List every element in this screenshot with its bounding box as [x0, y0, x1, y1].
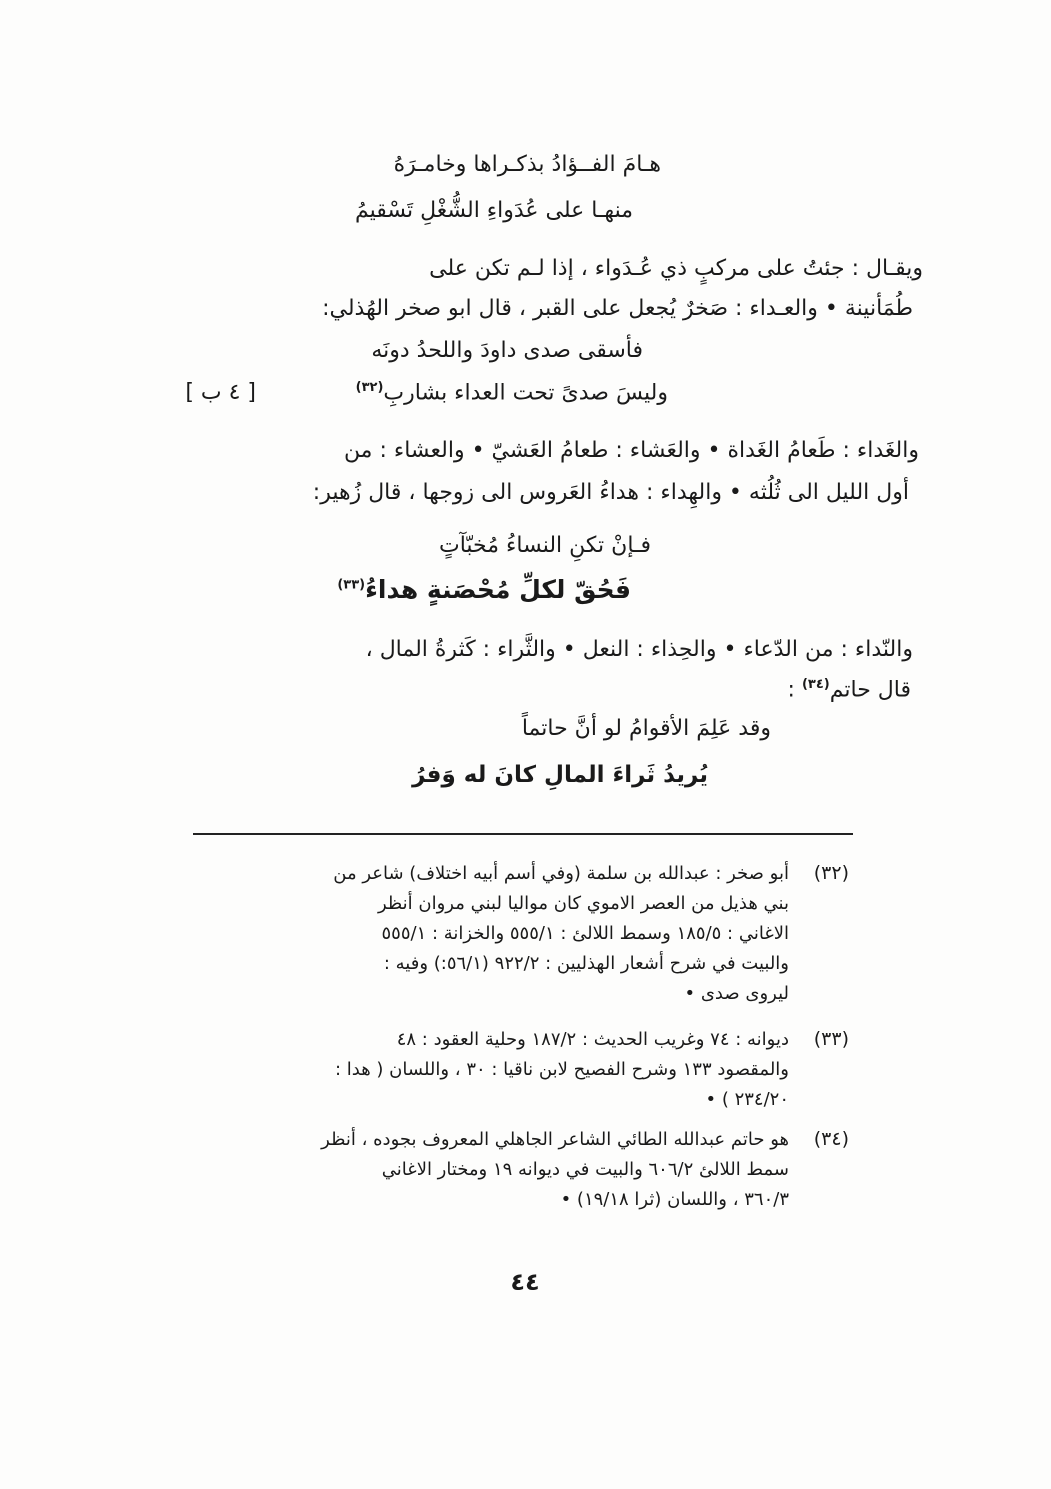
prose-1-line-2: طُمَأنينة • والعـداء : صَخرٌ يُجعل على القبر ، قال ابو صخر الهُذلي: [322, 296, 913, 321]
prose-3-line-2: قال حاتم [829, 677, 911, 703]
footnote-32-line: الاغاني : ١٨٥/٥ وسمط اللالئ : ٥٥٥/١ والخزانة : ٥٥٥/١ [381, 923, 789, 944]
folio-marker: [ ٤ ب ] [185, 380, 256, 405]
footnote-number-33: (٣٣) [813, 1028, 849, 1050]
verse-1-line-2: منهـا على عُدَواءِ الشُّغْلِ تَسْقيمُ [354, 198, 633, 223]
footnote-ref-33: (٣٣) [337, 577, 366, 593]
footnote-ref-34: (٣٤) [801, 677, 830, 692]
verse-3-line-2: فَحُقّ لكلِّ مُحْصَنةٍ هداءُ [365, 575, 631, 604]
verse-2-line-1: فأسقى صدى داودَ واللحدُ دونَه [371, 338, 643, 363]
footnote-33 [131, 1025, 789, 1115]
verse-2-line-2-container [356, 380, 668, 405]
prose-2-line-2: أول الليل الى ثُلُثه • والهِداء : هداءُ العَروس الى زوجها ، قال زُهير: [312, 480, 909, 505]
verse-3-line-2-container [337, 575, 631, 604]
footnote-33-line: ديوانه : ٧٤ وغريب الحديث : ١٨٧/٢ وحلية العقود : ٤٨ [396, 1029, 789, 1050]
verse-4-line-2: يُريدُ ثَراءَ المالِ كانَ له وَفرُ [412, 762, 708, 788]
prose-3-line-1: والنّداء : من الدّعاء • والحِذاء : النعل • والثَّراء : كَثرةُ المال ، [365, 637, 913, 662]
footnote-32-line: بني هذيل من العصر الاموي كان مواليا لبني مروان أنظر [377, 893, 789, 914]
prose-1-line-1: ويقـال : جئتُ على مركبٍ ذي عُـدَواء ، إذا لـم تكن على [429, 256, 923, 281]
footnote-32-line: ليروى صدى • [684, 983, 789, 1004]
footnote-34-line: هو حاتم عبدالله الطائي الشاعر الجاهلي المعروف بجوده ، أنظر [321, 1129, 789, 1150]
footnote-number-34: (٣٤) [813, 1128, 849, 1150]
footnote-34-line: ٣٦٠/٣ ، واللسان (ثرا ١٩/١٨) • [560, 1189, 789, 1210]
footnote-34 [131, 1125, 789, 1215]
prose-2-line-1: والغَداء : طَعامُ الغَداة • والعَشاء : طعامُ العَشيّ • والعشاء : من [343, 438, 919, 463]
verse-1-line-1: هـامَ الفــؤادُ بذكـراها وخامـرَهُ [393, 152, 661, 177]
verse-3-line-1: فـإنْ تكنِ النساءُ مُخبّآتٍ [439, 533, 651, 558]
footnote-34-line: سمط اللالئ ٦٠٦/٢ والبيت في ديوانه ١٩ ومختار الاغاني [381, 1159, 789, 1180]
footnote-32-line: والبيت في شرح أشعار الهذليين : ٩٢٢/٢ (٥٦/١:) وفيه : [383, 953, 789, 974]
page-number: ٤٤ [510, 1268, 540, 1296]
prose-3-line-2-container [788, 677, 911, 702]
footnote-33-line: والمقصود ١٣٣ وشرح الفصيح لابن ناقيا : ٣٠ ، واللسان ( هدا : [334, 1059, 789, 1080]
footnote-33-line: ٢٣٤/٢٠ ) • [705, 1089, 789, 1110]
footnote-32-line: أبو صخر : عبدالله بن سلمة (وفي أسم أبيه اختلاف) شاعر من [333, 863, 789, 884]
footnote-ref-32: (٣٢) [355, 380, 384, 395]
prose-3-colon: : [787, 677, 795, 703]
verse-2-line-2: وليسَ صدىً تحت العداء بشاربِ [383, 380, 668, 406]
footnote-separator [193, 833, 853, 835]
footnote-number-32: (٣٢) [813, 862, 849, 884]
footnote-32 [131, 859, 789, 1009]
verse-4-line-1: وقد عَلِمَ الأقوامُ لو أنَّ حاتماً [521, 716, 771, 741]
